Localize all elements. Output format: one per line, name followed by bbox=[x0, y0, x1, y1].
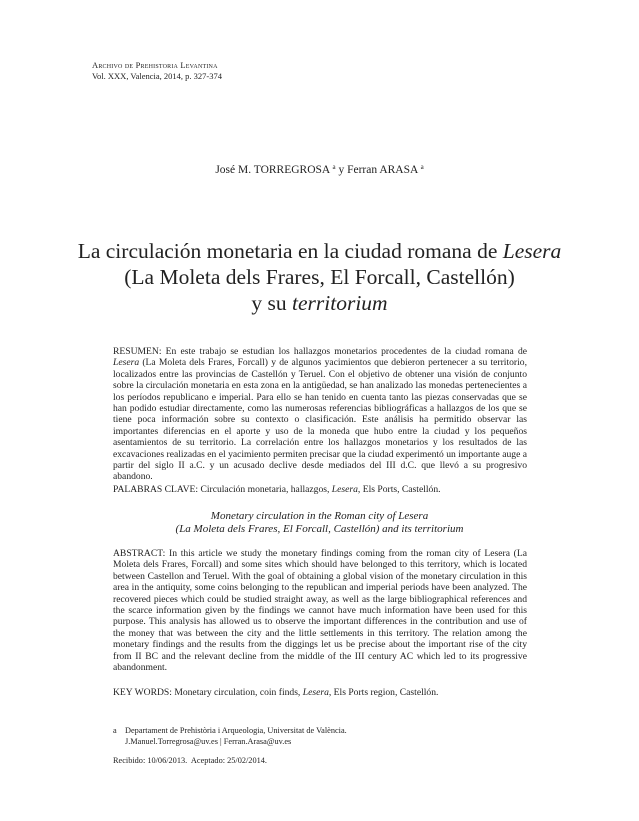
title-line-1: La circulación monetaria en la ciudad romana de Lesera bbox=[77, 239, 562, 263]
affiliation-footnote bbox=[113, 726, 347, 747]
received-date: Recibido: 10/06/2013. bbox=[113, 756, 188, 765]
key-words: KEY WORDS: Monetary circulation, coin finds, Lesera, Els Ports region, Castellón. bbox=[113, 687, 439, 698]
author-2: Ferran ARASA bbox=[347, 164, 418, 176]
resumen-label: RESUMEN: bbox=[113, 346, 162, 357]
abstract-label: ABSTRACT: bbox=[113, 548, 166, 559]
english-title bbox=[60, 510, 579, 536]
key-words-label: KEY WORDS: bbox=[113, 687, 172, 698]
submission-dates bbox=[113, 756, 267, 765]
email-separator: | bbox=[220, 736, 222, 746]
author-2-affiliation-mark: a bbox=[420, 163, 424, 171]
author-line bbox=[0, 163, 639, 176]
article-title bbox=[60, 238, 579, 316]
email-torregrosa[interactable]: J.Manuel.Torregrosa@uv.es bbox=[125, 736, 218, 746]
accepted-date: Aceptado: 25/02/2014. bbox=[190, 756, 267, 765]
affiliation-mark: a bbox=[113, 726, 117, 735]
journal-volume: Vol. XXX, Valencia, 2014, p. 327-374 bbox=[92, 71, 223, 81]
author-connector: y bbox=[338, 164, 345, 176]
title-territorium: territorium bbox=[292, 291, 388, 315]
english-title-line-2: (La Moleta dels Frares, El Forcall, Castellón) and its territorium bbox=[175, 523, 464, 535]
email-arasa[interactable]: Ferran.Arasa@uv.es bbox=[223, 736, 292, 746]
journal-name: Archivo de Prehistoria Levantina bbox=[92, 60, 218, 70]
palabras-clave-label: PALABRAS CLAVE: bbox=[113, 484, 199, 495]
resumen-paragraph: RESUMEN: En este trabajo se estudian los hallazgos monetarios procedentes de la ciudad romana de Lesera (La Moleta dels Frares, Forcall) y de algunos yacimientos que debieron pertenecer a su territorio, localizados entre las provincias de Castellón y Teruel. Con el objetivo de obtener una visión de conjunto sobre la circulación monetaria en esta zona en la antigüedad, se han analizado las monedas pertenecientes a los períodos republicano e imperial. Para ello se han tenido en cuenta tanto las piezas conservadas que se han podido estudiar directamente, como las numerosas referencias bibliográficas a hallazgos de los que se tiene poca información sobre su contexto o clasificación. Este análisis ha permitido observar las importantes diferencias en el aporte y uso de la moneda que hubo entre la ciudad y los pequeños asentamientos de su territorio. La correlación entre los hallazgos monetarios y los resultados de las excavaciones realizadas en el yacimiento permiten precisar que la ciudad experimentó un importante auge a partir del siglo II a.C. y un acusado declive desde mediados del III d.C. que llevó a su progresivo abandono. bbox=[113, 346, 527, 483]
author-1-affiliation-mark: a bbox=[332, 163, 336, 171]
palabras-clave: PALABRAS CLAVE: Circulación monetaria, hallazgos, Lesera, Els Ports, Castellón. bbox=[113, 484, 441, 495]
title-line-2: (La Moleta dels Frares, El Forcall, Castellón) bbox=[124, 265, 515, 289]
title-line-3: y su territorium bbox=[251, 291, 388, 315]
english-title-line-1: Monetary circulation in the Roman city of Lesera bbox=[210, 510, 429, 522]
journal-header bbox=[92, 60, 222, 82]
author-1: José M. TORREGROSA bbox=[215, 164, 330, 176]
title-lesera: Lesera bbox=[502, 239, 562, 263]
abstract-paragraph: ABSTRACT: In this article we study the monetary findings coming from the roman city of Lesera (La Moleta dels Frares, Forcall) and some sites which should have belonged to this territory, which is located between Castellon and Teruel. With the goal of obtaining a global vision of the monetary circulation in this area in the antiquity, some coins belonging to the republican and imperial periods have been analyzed. The recovered pieces which could be studied straight away, as well as the large bibliographical references and the scarce information given by the findings we cannot have much information have been used for this purpose. This analysis has allowed us to observe the important differences in the contribution and use of the money that was between the city and the little settlements in this territory. The relation among the monetary findings and the results from the diggings let us be precise about the important rise of the city from II BC and the relevant decline from the middle of the III century AC which led to its progressive abandonment. bbox=[113, 548, 528, 674]
affiliation-department: Departament de Prehistòria i Arqueologia, Universitat de València. bbox=[125, 726, 347, 735]
